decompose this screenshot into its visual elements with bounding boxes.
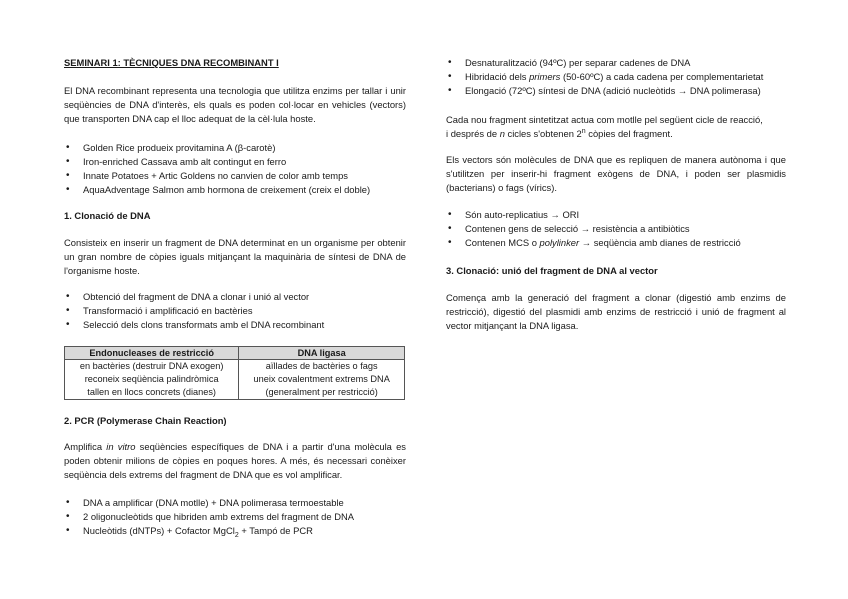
list-item: • Transformació i amplificació en bactèries: [64, 304, 406, 318]
pcr-steps-list: [446, 56, 786, 98]
examples-list: [64, 141, 406, 197]
list-item: • Hibridació dels primers (50-60ºC) a cada cadena per complementarietat: [446, 70, 786, 84]
table-header: Endonucleases de restricció: [65, 347, 239, 360]
cycle-paragraph: Cada nou fragment sintetitzat actua com motlle pel següent cicle de reacció, i després de n cicles s'obtenen 2$^n$ còpies del fragment.: [446, 114, 763, 139]
table-row: [65, 386, 405, 400]
section-heading-vector-cloning: 3. Clonació: unió del fragment de DNA al vector: [446, 265, 658, 276]
list-item: • AquaAdventage Salmon amb hormona de creixement (creix el doble): [64, 183, 406, 197]
table-cell: aïllades de bactèries o fags: [239, 360, 405, 374]
list-item: • Selecció dels clons transformats amb el DNA recombinant: [64, 318, 406, 332]
list-item: • Iron-enriched Cassava amb alt contingut en ferro: [64, 155, 406, 169]
vector-cloning-paragraph: Comença amb la generació del fragment a clonar (digestió amb enzims de restricció), digestió del plasmidi amb enzims de restricció i unió de fragment al vector mitjançant la DNA ligasa.: [446, 292, 786, 331]
table-cell: (generalment per restricció): [239, 386, 405, 400]
enzymes-table: [64, 346, 405, 400]
section-heading-cloning: 1. Clonació de DNA: [64, 210, 151, 221]
section-heading-pcr: 2. PCR (Polymerase Chain Reaction): [64, 415, 227, 426]
list-item: • Obtenció del fragment de DNA a clonar i unió al vector: [64, 290, 406, 304]
vector-properties-list: [446, 208, 786, 250]
list-item: • Són auto-replicatius → ORI: [446, 208, 786, 222]
list-item: • DNA a amplificar (DNA motlle) + DNA polimerasa termoestable: [64, 496, 406, 510]
list-item: • Golden Rice produeix provitamina A (β-carotè): [64, 141, 406, 155]
vectors-paragraph: Els vectors són molècules de DNA que es repliquen de manera autònoma i que s'utilitzen per inserir-hi fragment exògens de DNA, i poden ser plasmidis (bacterians) o fags (vírics).: [446, 154, 786, 193]
list-item: • Contenen MCS o polylinker → seqüència amb dianes de restricció: [446, 236, 786, 250]
table-cell: reconeix seqüència palindròmica: [65, 373, 239, 386]
pcr-components-list: [64, 496, 406, 538]
table-header: DNA ligasa: [239, 347, 405, 360]
intro-paragraph: El DNA recombinant representa una tecnologia que utilitza enzims per tallar i unir seqüències de DNA d'interès, els quals es poden col·locar en vehicles (vectors) que transporten DNA cap el lloc adequat de la cèl·lula hoste.: [64, 85, 406, 124]
table-cell: uneix covalentment extrems DNA: [239, 373, 405, 386]
table-row: [65, 360, 405, 374]
table-cell: tallen en llocs concrets (dianes): [65, 386, 239, 400]
table-cell: en bactèries (destruir DNA exogen): [65, 360, 239, 374]
list-item: • Innate Potatoes + Artic Goldens no canvien de color amb temps: [64, 169, 406, 183]
list-item: • Contenen gens de selecció → resistència a antibiòtics: [446, 222, 786, 236]
list-item: • Elongació (72ºC) síntesi de DNA (adició nucleòtids → DNA polimerasa): [446, 84, 786, 98]
list-item: • Nucleòtids (dNTPs) + Cofactor MgCl$_2$ + Tampó de PCR: [64, 524, 406, 538]
page-title: SEMINARI 1: TÈCNIQUES DNA RECOMBINANT I: [64, 57, 279, 68]
list-item: • 2 oligonucleòtids que hibriden amb extrems del fragment de DNA: [64, 510, 406, 524]
list-item: • Desnaturalització (94ºC) per separar cadenes de DNA: [446, 56, 786, 70]
table-row: [65, 373, 405, 386]
cloning-paragraph: Consisteix en inserir un fragment de DNA determinat en un organisme per obtenir un gran nombre de còpies iguals mitjançant la maquinària de síntesi de DNA de l'organisme hoste.: [64, 237, 406, 276]
cloning-steps-list: [64, 290, 406, 332]
pcr-paragraph: Amplifica in vitro seqüències específiques de DNA i a partir d'una molècula es poden obtenir milions de còpies en poques hores. A més, és necessari conèixer seqüència dels extrems del fragment de DNA que es vol amplificar.: [64, 441, 406, 480]
